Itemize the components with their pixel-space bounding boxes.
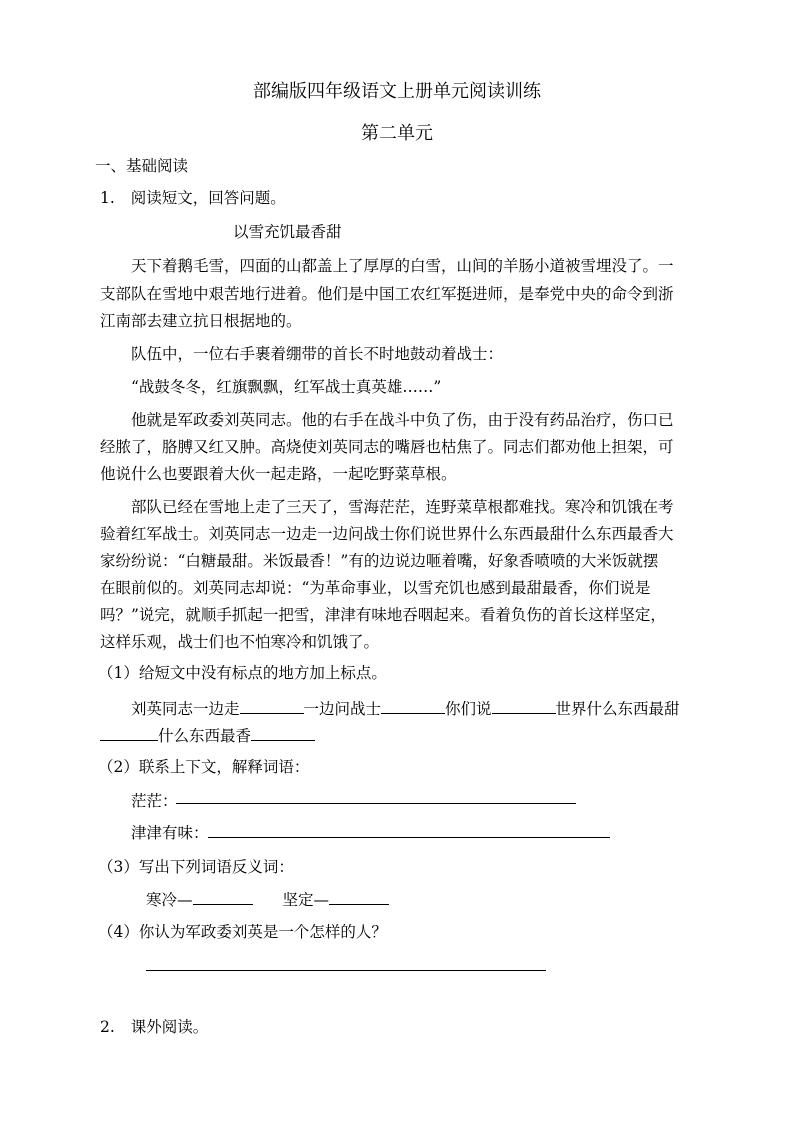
antonym-word-1: 寒冷— [146,891,193,909]
blank-5[interactable] [251,724,315,741]
word-2-label: 津津有味： [131,824,209,842]
subquestion-3-label: （3）写出下列词语反义词： [98,858,294,876]
sentence-part: 你们说 [445,700,492,718]
story-title: 以雪充饥最香甜 [233,223,342,241]
question-text: 阅读短文，回答问题。 [130,189,286,207]
sentence-part: 一边问战士 [303,700,382,718]
blank-3[interactable] [492,697,556,714]
question-1 [100,188,286,208]
paragraph-line: “战鼓冬冬，红旗飘飘，红军战士真英雄……” [131,378,442,396]
paragraph-line: 经脓了，胳膊又红又肿。高烧使刘英同志的嘴唇也枯焦了。同志们都劝他上担架，可 [100,438,674,456]
subquestion-1-label: （1）给短文中没有标点的地方加上标点。 [98,664,387,682]
paragraph-line: 他说什么也要跟着大伙一起走路，一起吃野菜草根。 [100,465,457,483]
answer-line-word-1[interactable] [176,803,576,804]
page-title: 部编版四年级语文上册单元阅读训练 [253,81,541,102]
section-heading: 一、基础阅读 [95,157,189,175]
sentence-part: 世界什么东西最甜 [555,700,680,718]
question-text: 课外阅读。 [130,1018,209,1036]
paragraph-line: 在眼前似的。刘英同志却说：“为革命事业，以雪充饥也感到最甜最香，你们说是 [100,579,651,597]
paragraph-line: 验着红军战士。刘英同志一边走一边问战士你们说世界什么东西最甜什么东西最香大 [100,525,674,543]
question-2 [100,1017,208,1037]
paragraph-line: 队伍中，一位右手裹着绷带的首长不时地鼓动着战士： [131,345,504,363]
paragraph-line: 家纷纷说：“白糖最甜。米饭最香！”有的边说边咂着嘴，好象香喷喷的大米饭就摆 [100,552,659,570]
blank-1[interactable] [240,697,304,714]
paragraph-line: 他就是军政委刘英同志。他的右手在战斗中负了伤，由于没有药品治疗，伤口已 [131,411,674,429]
paragraph-line: 支部队在雪地中艰苦地行进着。他们是中国工农红军挺进师，是奉党中央的命令到浙 [100,285,674,303]
paragraph-line: 这样乐观，战士们也不怕寒冷和饥饿了。 [100,633,380,651]
subquestion-2-label: （2）联系上下文，解释词语： [98,758,310,776]
answer-line-word-2[interactable] [208,837,610,838]
question-number: 2. [100,1018,115,1036]
paragraph-line: 江南部去建立抗日根据地的。 [100,312,302,330]
paragraph-line: 天下着鹅毛雪，四面的山都盖上了厚厚的白雪，山间的羊肠小道被雪埋没了。一 [131,257,674,275]
antonym-blank-2[interactable] [329,888,389,905]
unit-title: 第二单元 [361,123,433,144]
sentence-part: 什么东西最香 [158,727,252,745]
antonym-word-2: 坚定— [282,891,330,909]
antonym-row [146,888,389,910]
word-1-label: 茫茫： [131,792,178,810]
blank-2[interactable] [381,697,445,714]
antonym-blank-1[interactable] [193,888,253,905]
paragraph-line: 吗？”说完，就顺手抓起一把雪，津津有味地吞咽起来。看着负伤的首长这样坚定， [100,606,666,624]
answer-line-q4[interactable] [146,970,546,971]
punctuation-sentence [131,697,680,719]
paragraph-line: 部队已经在雪地上走了三天了，雪海茫茫，连野菜草根都难找。寒冷和饥饿在考 [131,498,674,516]
subquestion-4-label: （4）你认为军政委刘英是一个怎样的人？ [98,923,387,941]
punctuation-sentence-cont [100,724,315,746]
blank-4[interactable] [100,724,158,741]
sentence-part: 刘英同志一边走 [131,700,240,718]
question-number: 1. [100,189,115,207]
